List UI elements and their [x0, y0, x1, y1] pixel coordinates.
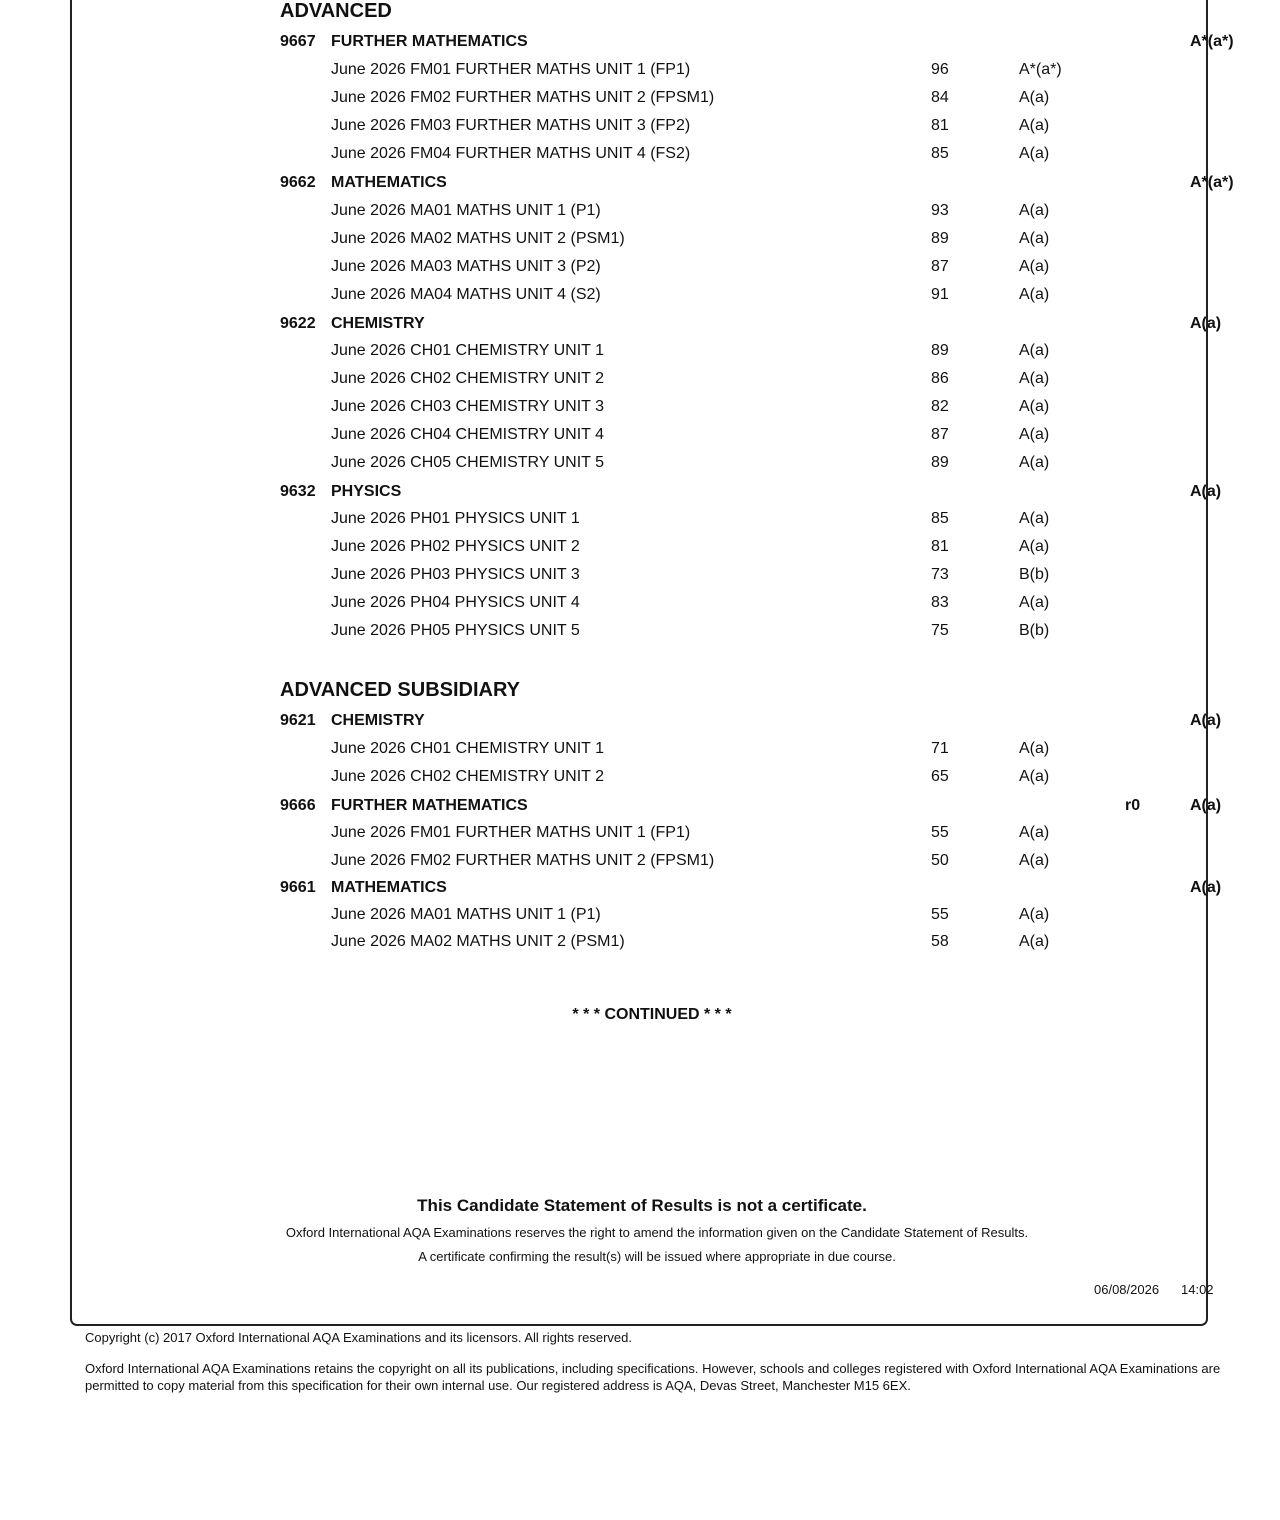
subject-code: 9662 [280, 174, 316, 191]
subject-grade: A(a) [1190, 483, 1222, 500]
subject-note: r0 [1125, 797, 1141, 814]
unit-description: June 2026 MA04 MATHS UNIT 4 (S2) [331, 286, 601, 303]
unit-mark: 84 [931, 89, 949, 106]
subject-code: 9666 [280, 797, 316, 814]
section-title: ADVANCED SUBSIDIARY [280, 679, 521, 701]
subject-name: PHYSICS [331, 483, 402, 500]
subject-grade: A(a) [1190, 797, 1222, 814]
issue-time: 14:02 [1181, 1282, 1214, 1297]
subject-grade: A(a) [1190, 712, 1222, 729]
unit-mark: 73 [931, 566, 949, 583]
subject-code: 9621 [280, 712, 316, 729]
unit-mark: 89 [931, 454, 949, 471]
subject-name: FURTHER MATHEMATICS [331, 33, 528, 50]
unit-grade: A(a) [1019, 510, 1050, 527]
unit-description: June 2026 MA03 MATHS UNIT 3 (P2) [331, 258, 601, 275]
unit-mark: 85 [931, 145, 949, 162]
unit-description: June 2026 FM02 FURTHER MATHS UNIT 2 (FPSM1) [331, 852, 715, 869]
unit-grade: A(a) [1019, 258, 1050, 275]
subject-name: MATHEMATICS [331, 879, 447, 896]
unit-mark: 85 [931, 510, 949, 527]
unit-grade: A(a) [1019, 426, 1050, 443]
unit-description: June 2026 CH02 CHEMISTRY UNIT 2 [331, 768, 605, 785]
unit-description: June 2026 CH05 CHEMISTRY UNIT 5 [331, 454, 605, 471]
unit-grade: A(a) [1019, 89, 1050, 106]
unit-description: June 2026 MA02 MATHS UNIT 2 (PSM1) [331, 933, 625, 950]
subject-name: CHEMISTRY [331, 712, 425, 729]
unit-description: June 2026 CH01 CHEMISTRY UNIT 1 [331, 740, 605, 757]
copyright-notice: Copyright (c) 2017 Oxford International AQA Examinations and its licensors. All rights reserved. [85, 1330, 632, 1345]
subject-name: FURTHER MATHEMATICS [331, 797, 528, 814]
unit-mark: 81 [931, 117, 949, 134]
unit-mark: 83 [931, 594, 949, 611]
unit-grade: A(a) [1019, 538, 1050, 555]
unit-description: June 2026 FM02 FURTHER MATHS UNIT 2 (FPSM1) [331, 89, 715, 106]
unit-mark: 96 [931, 61, 949, 78]
unit-grade: A(a) [1019, 740, 1050, 757]
unit-description: June 2026 CH03 CHEMISTRY UNIT 3 [331, 398, 605, 415]
unit-mark: 55 [931, 906, 949, 923]
unit-grade: A(a) [1019, 768, 1050, 785]
unit-mark: 81 [931, 538, 949, 555]
continued-marker: * * * CONTINUED * * * [572, 1006, 732, 1023]
unit-description: June 2026 FM01 FURTHER MATHS UNIT 1 (FP1) [331, 824, 691, 841]
subject-grade: A(a) [1190, 315, 1222, 332]
unit-mark: 89 [931, 230, 949, 247]
unit-mark: 58 [931, 933, 949, 950]
unit-description: June 2026 PH01 PHYSICS UNIT 1 [331, 510, 580, 527]
subject-code: 9632 [280, 483, 316, 500]
section-title: ADVANCED [280, 0, 392, 22]
unit-mark: 71 [931, 740, 949, 757]
unit-grade: A(a) [1019, 342, 1050, 359]
subject-grade: A*(a*) [1190, 33, 1234, 50]
unit-description: June 2026 PH03 PHYSICS UNIT 3 [331, 566, 580, 583]
unit-grade: A*(a*) [1019, 61, 1062, 78]
unit-mark: 82 [931, 398, 949, 415]
unit-grade: A(a) [1019, 202, 1050, 219]
subject-grade: A*(a*) [1190, 174, 1234, 191]
subject-name: CHEMISTRY [331, 315, 425, 332]
subject-grade: A(a) [1190, 879, 1222, 896]
unit-grade: A(a) [1019, 906, 1050, 923]
unit-description: June 2026 PH04 PHYSICS UNIT 4 [331, 594, 580, 611]
unit-mark: 93 [931, 202, 949, 219]
subject-code: 9667 [280, 33, 316, 50]
unit-grade: A(a) [1019, 286, 1050, 303]
unit-mark: 50 [931, 852, 949, 869]
subject-name: MATHEMATICS [331, 174, 447, 191]
disclaimer-title: This Candidate Statement of Results is not a certificate. [417, 1196, 867, 1215]
unit-grade: B(b) [1019, 566, 1050, 583]
unit-mark: 87 [931, 258, 949, 275]
unit-grade: A(a) [1019, 454, 1050, 471]
unit-grade: A(a) [1019, 594, 1050, 611]
subject-code: 9661 [280, 879, 316, 896]
unit-grade: A(a) [1019, 145, 1050, 162]
unit-mark: 89 [931, 342, 949, 359]
unit-grade: A(a) [1019, 824, 1050, 841]
unit-mark: 91 [931, 286, 949, 303]
issue-date: 06/08/2026 [1094, 1282, 1160, 1297]
unit-grade: A(a) [1019, 398, 1050, 415]
unit-description: June 2026 MA02 MATHS UNIT 2 (PSM1) [331, 230, 625, 247]
statement-frame [70, 0, 1234, 1326]
unit-description: June 2026 FM03 FURTHER MATHS UNIT 3 (FP2) [331, 117, 691, 134]
unit-mark: 75 [931, 622, 949, 639]
legal-notice: Oxford International AQA Examinations retains the copyright on all its publications, including specifications. However, schools and colleges registered with Oxford International AQA Examinations are permitted to copy material from this specification for their own internal use. Our registered address is AQA, Devas Street, Manchester M15 6EX. [85, 1361, 1221, 1393]
unit-mark: 87 [931, 426, 949, 443]
unit-description: June 2026 PH02 PHYSICS UNIT 2 [331, 538, 580, 555]
unit-grade: A(a) [1019, 852, 1050, 869]
unit-description: June 2026 PH05 PHYSICS UNIT 5 [331, 622, 580, 639]
subject-code: 9622 [280, 315, 316, 332]
disclaimer-line-2: A certificate confirming the result(s) will be issued where appropriate in due course. [418, 1249, 896, 1264]
unit-grade: B(b) [1019, 622, 1050, 639]
unit-grade: A(a) [1019, 230, 1050, 247]
unit-mark: 86 [931, 370, 949, 387]
unit-grade: A(a) [1019, 370, 1050, 387]
disclaimer-line-1: Oxford International AQA Examinations reserves the right to amend the information given on the Candidate Statement of Results. [285, 1225, 1029, 1240]
unit-description: June 2026 FM04 FURTHER MATHS UNIT 4 (FS2) [331, 145, 691, 162]
unit-grade: A(a) [1019, 117, 1050, 134]
unit-grade: A(a) [1019, 933, 1050, 950]
unit-description: June 2026 MA01 MATHS UNIT 1 (P1) [331, 202, 601, 219]
unit-description: June 2026 CH01 CHEMISTRY UNIT 1 [331, 342, 605, 359]
unit-description: June 2026 MA01 MATHS UNIT 1 (P1) [331, 906, 601, 923]
unit-description: June 2026 CH04 CHEMISTRY UNIT 4 [331, 426, 605, 443]
unit-description: June 2026 FM01 FURTHER MATHS UNIT 1 (FP1) [331, 61, 691, 78]
unit-mark: 55 [931, 824, 949, 841]
unit-description: June 2026 CH02 CHEMISTRY UNIT 2 [331, 370, 605, 387]
unit-mark: 65 [931, 768, 949, 785]
